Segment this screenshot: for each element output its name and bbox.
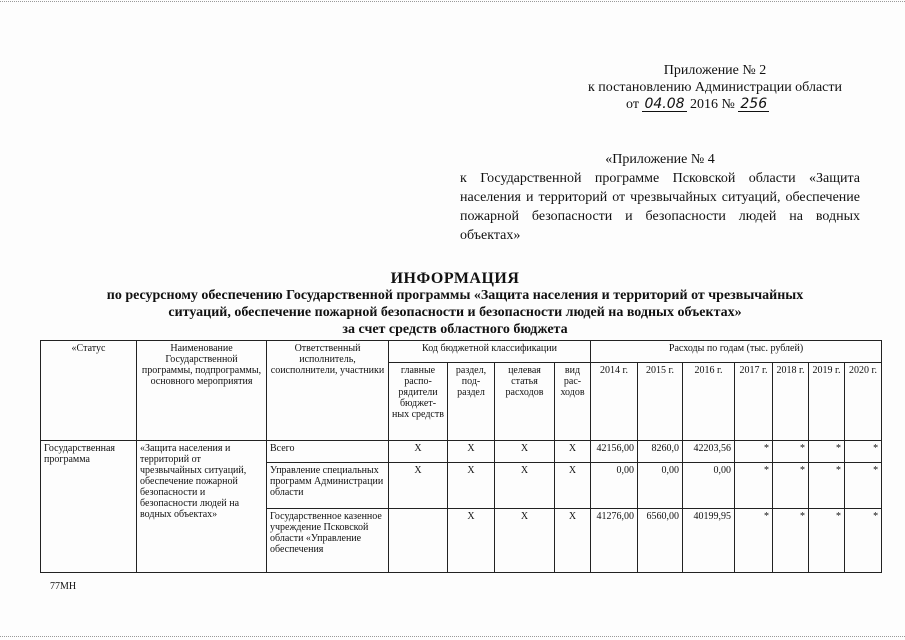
header-year: 2018 г. [773, 363, 809, 441]
header-year: 2016 г. [683, 363, 735, 441]
header-code-group: Код бюджетной классификации [389, 341, 591, 363]
cell-value: * [735, 463, 773, 509]
title-line-3: ситуаций, обеспечение пожарной безопасности и безопасности людей на водных объектах» [168, 305, 742, 320]
header-code-col: целевая статья расходов [495, 363, 555, 441]
cell-status: Государственная программа [41, 441, 137, 573]
cell-value: * [845, 509, 882, 573]
header-year: 2014 г. [591, 363, 638, 441]
appendix-2-decree: к постановлению Администрации области [588, 80, 842, 95]
header-name: Наименование Государственной программы, подпрограммы, основного мероприятия [137, 341, 267, 441]
cell-executor: Всего [267, 441, 389, 463]
cell-value: 40199,95 [683, 509, 735, 573]
page-edge-top [0, 1, 905, 3]
cell-code: Х [495, 441, 555, 463]
header-code-col: главные распо-рядители бюджет-ных средств [389, 363, 448, 441]
cell-program-name: «Защита населения и территорий от чрезвычайных ситуаций, обеспечение пожарной безопасности и безопасности людей на водных объектах» [137, 441, 267, 573]
from-label: от [626, 97, 639, 112]
header-code-col: вид рас-ходов [555, 363, 591, 441]
cell-code: Х [389, 441, 448, 463]
cell-executor: Управление специальных программ Администрации области [267, 463, 389, 509]
handwritten-date: 04.08 [644, 96, 685, 112]
cell-value: 6560,00 [638, 509, 683, 573]
cell-value: * [735, 441, 773, 463]
cell-code: Х [495, 463, 555, 509]
cell-value: * [845, 463, 882, 509]
header-year: 2017 г. [735, 363, 773, 441]
cell-value: 42156,00 [591, 441, 638, 463]
header-year: 2015 г. [638, 363, 683, 441]
cell-code: Х [555, 441, 591, 463]
header-expense-group: Расходы по годам (тыс. рублей) [591, 341, 882, 363]
appendix-2-header [560, 62, 870, 113]
header-year: 2020 г. [845, 363, 882, 441]
handwritten-number: 256 [740, 96, 768, 112]
header-year: 2019 г. [809, 363, 845, 441]
header-status: «Статус [41, 341, 137, 441]
cell-value: * [809, 509, 845, 573]
cell-code [389, 509, 448, 573]
title-main: ИНФОРМАЦИЯ [390, 270, 520, 287]
year-label: 2016 № [690, 97, 735, 112]
cell-code: Х [495, 509, 555, 573]
footer-code: 77МН [50, 581, 77, 592]
appendix-4-title: «Приложение № 4 [605, 152, 715, 167]
cell-value: * [845, 441, 882, 463]
document-title [40, 270, 870, 338]
cell-code: Х [448, 509, 495, 573]
table-row [41, 441, 882, 463]
page-edge-bottom [0, 636, 905, 638]
header-code-col: раздел, под-раздел [448, 363, 495, 441]
title-line-4: за счет средств областного бюджета [342, 322, 568, 337]
cell-value: 0,00 [638, 463, 683, 509]
cell-value: * [773, 463, 809, 509]
appendix-4-header [460, 150, 860, 245]
cell-value: 8260,0 [638, 441, 683, 463]
cell-value: * [809, 463, 845, 509]
cell-value: 41276,00 [591, 509, 638, 573]
cell-code: Х [389, 463, 448, 509]
appendix-2-title: Приложение № 2 [663, 63, 767, 78]
cell-executor: Государственное казенное учреждение Псковской области «Управление обеспечения [267, 509, 389, 573]
cell-code: Х [555, 463, 591, 509]
appendix-4-description: к Государственной программе Псковской области «Защита населения и территорий от чрезвычайных ситуаций, обеспечение пожарной безопасности и безопасности людей на водных объектах» [460, 171, 860, 243]
cell-code: Х [555, 509, 591, 573]
header-executor: Ответственный исполнитель, соисполнители, участники [267, 341, 389, 441]
cell-value: * [773, 509, 809, 573]
cell-value: * [773, 441, 809, 463]
cell-value: * [809, 441, 845, 463]
cell-value: 0,00 [591, 463, 638, 509]
budget-table [40, 340, 882, 573]
cell-value: * [735, 509, 773, 573]
cell-value: 42203,56 [683, 441, 735, 463]
cell-value: 0,00 [683, 463, 735, 509]
cell-code: Х [448, 463, 495, 509]
title-line-2: по ресурсному обеспечению Государственной программы «Защита населения и территорий от чрезвычайных [106, 288, 804, 303]
appendix-2-date-line [560, 96, 870, 113]
cell-code: Х [448, 441, 495, 463]
